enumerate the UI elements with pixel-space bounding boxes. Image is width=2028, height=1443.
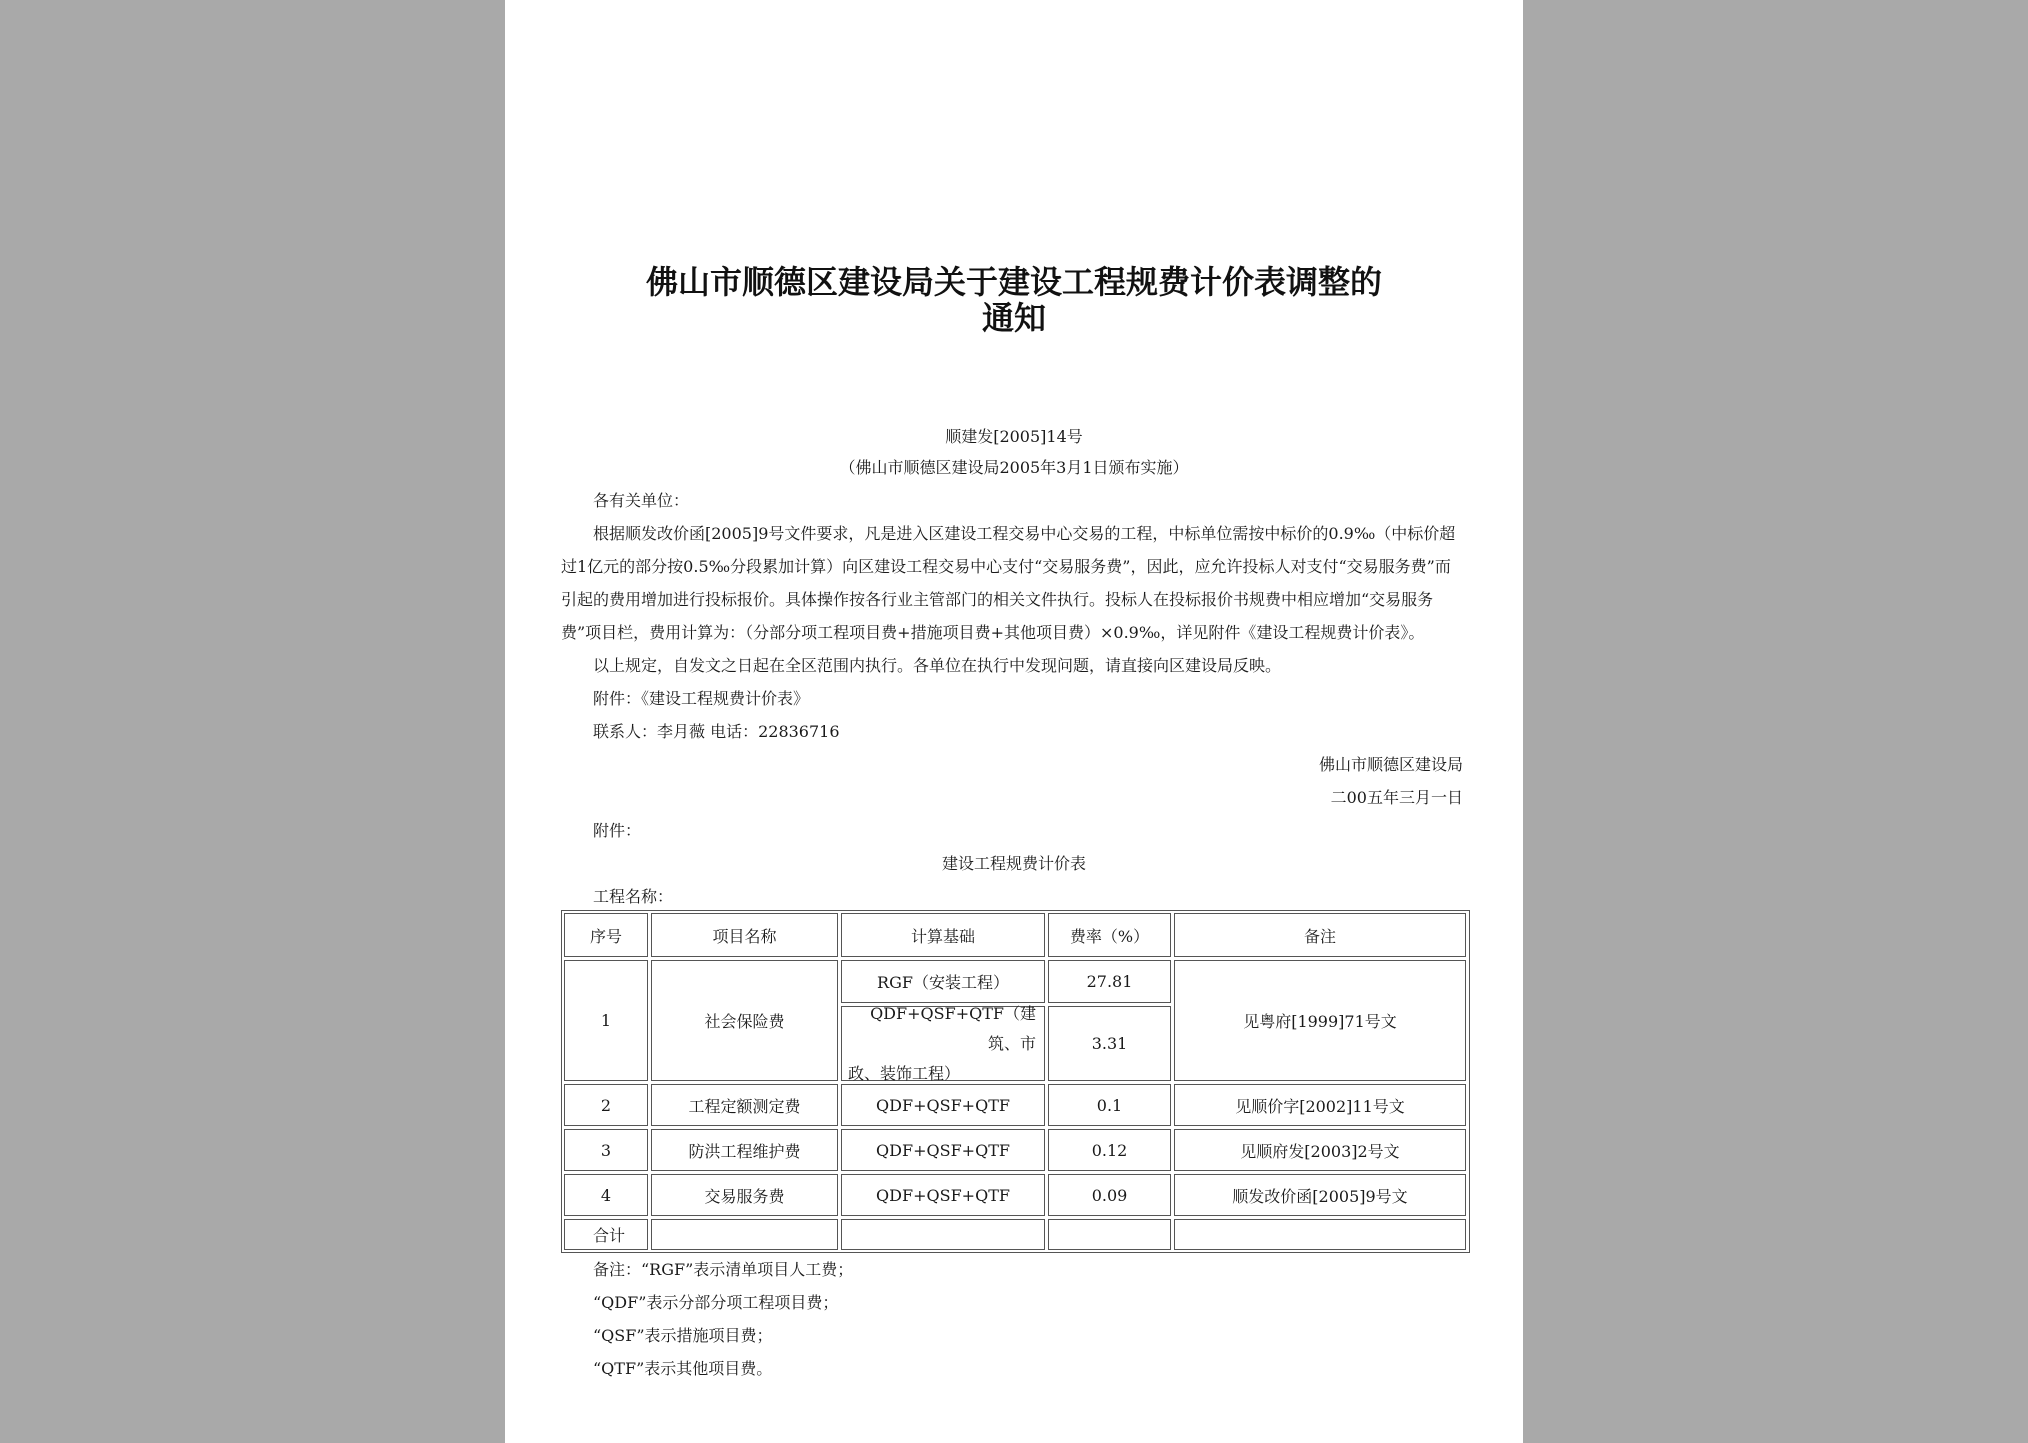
attach-label: 附件： bbox=[593, 821, 642, 840]
table-row-note: 见顺府发[2003]2号文 bbox=[1174, 1129, 1466, 1171]
table-row-name: 交易服务费 bbox=[651, 1174, 838, 1216]
table-row-rate: 0.12 bbox=[1048, 1129, 1171, 1171]
total-label: 合计 bbox=[564, 1219, 648, 1250]
table-row-rate: 0.1 bbox=[1048, 1084, 1171, 1126]
total-empty-cell bbox=[651, 1219, 838, 1250]
table-row-no: 4 bbox=[564, 1174, 648, 1216]
row1-basis-b: QDF+QSF+QTF（建筑、市 政、装饰工程） bbox=[841, 1006, 1045, 1081]
attachment-line: 附件：《建设工程规费计价表》 bbox=[593, 689, 810, 708]
header-cell-basis: 计算基础 bbox=[841, 913, 1045, 957]
header-cell-rate: 费率（%） bbox=[1048, 913, 1171, 957]
table-row-name: 工程定额测定费 bbox=[651, 1084, 838, 1126]
note-line: “QDF”表示分部分项工程项目费； bbox=[593, 1293, 839, 1312]
table-row-no: 3 bbox=[564, 1129, 648, 1171]
para1-line1: 根据顺发改价函[2005]9号文件要求，凡是进入区建设工程交易中心交易的工程，中标单位需按中标价的0.9‰（中标价超 bbox=[593, 524, 1456, 543]
note-line: “QSF”表示措施项目费； bbox=[593, 1326, 773, 1345]
table-row-basis: QDF+QSF+QTF bbox=[841, 1129, 1045, 1171]
header-cell-no: 序号 bbox=[564, 913, 648, 957]
project-name-label: 工程名称： bbox=[593, 887, 674, 906]
para2: 以上规定，自发文之日起在全区范围内执行。各单位在执行中发现问题，请直接向区建设局反映。 bbox=[593, 656, 1282, 675]
total-empty-cell bbox=[1174, 1219, 1466, 1250]
table-title: 建设工程规费计价表 bbox=[941, 854, 1086, 873]
table-row-rate: 0.09 bbox=[1048, 1174, 1171, 1216]
contact-line: 联系人：李月薇 电话：22836716 bbox=[593, 722, 840, 741]
table-row-no: 2 bbox=[564, 1084, 648, 1126]
header-cell-name: 项目名称 bbox=[651, 913, 838, 957]
table-row-note: 见顺价字[2002]11号文 bbox=[1174, 1084, 1466, 1126]
doc-issued: （佛山市顺德区建设局2005年3月1日颁布实施） bbox=[839, 458, 1189, 477]
table-row-note: 顺发改价函[2005]9号文 bbox=[1174, 1174, 1466, 1216]
note-line: 备注：“RGF”表示清单项目人工费； bbox=[593, 1260, 854, 1279]
row1-name: 社会保险费 bbox=[651, 960, 838, 1081]
document-page bbox=[505, 0, 1523, 1443]
header-cell-note: 备注 bbox=[1174, 913, 1466, 957]
salutation: 各有关单位： bbox=[593, 491, 690, 510]
fee-table bbox=[561, 910, 1470, 1253]
row1-rate-a: 27.81 bbox=[1048, 960, 1171, 1003]
total-empty-cell bbox=[1048, 1219, 1171, 1250]
doc-date: 二00五年三月一日 bbox=[1330, 788, 1463, 807]
table-row-basis: QDF+QSF+QTF bbox=[841, 1084, 1045, 1126]
row1-rate-b: 3.31 bbox=[1048, 1006, 1171, 1081]
row1-note: 见粤府[1999]71号文 bbox=[1174, 960, 1466, 1081]
note-line: “QTF”表示其他项目费。 bbox=[593, 1359, 773, 1378]
doc-number: 顺建发[2005]14号 bbox=[945, 427, 1083, 446]
doc-title-line2: 通知 bbox=[981, 299, 1046, 337]
table-row-name: 防洪工程维护费 bbox=[651, 1129, 838, 1171]
row1-no: 1 bbox=[564, 960, 648, 1081]
total-empty-cell bbox=[841, 1219, 1045, 1250]
para1-line4: 费”项目栏，费用计算为：（分部分项工程项目费+措施项目费+其他项目费）×0.9‰，详见附件《建设工程规费计价表》。 bbox=[561, 623, 1425, 642]
doc-title-line1: 佛山市顺德区建设局关于建设工程规费计价表调整的 bbox=[645, 263, 1382, 301]
row1-basis-a: RGF（安装工程） bbox=[841, 960, 1045, 1003]
para1-line2: 过1亿元的部分按0.5‰分段累加计算）向区建设工程交易中心支付“交易服务费”，因此，应允许投标人对支付“交易服务费”而 bbox=[561, 557, 1451, 576]
signer: 佛山市顺德区建设局 bbox=[1318, 755, 1463, 774]
table-row-basis: QDF+QSF+QTF bbox=[841, 1174, 1045, 1216]
para1-line3: 引起的费用增加进行投标报价。具体操作按各行业主管部门的相关文件执行。投标人在投标报价书规费中相应增加“交易服务 bbox=[561, 590, 1434, 609]
